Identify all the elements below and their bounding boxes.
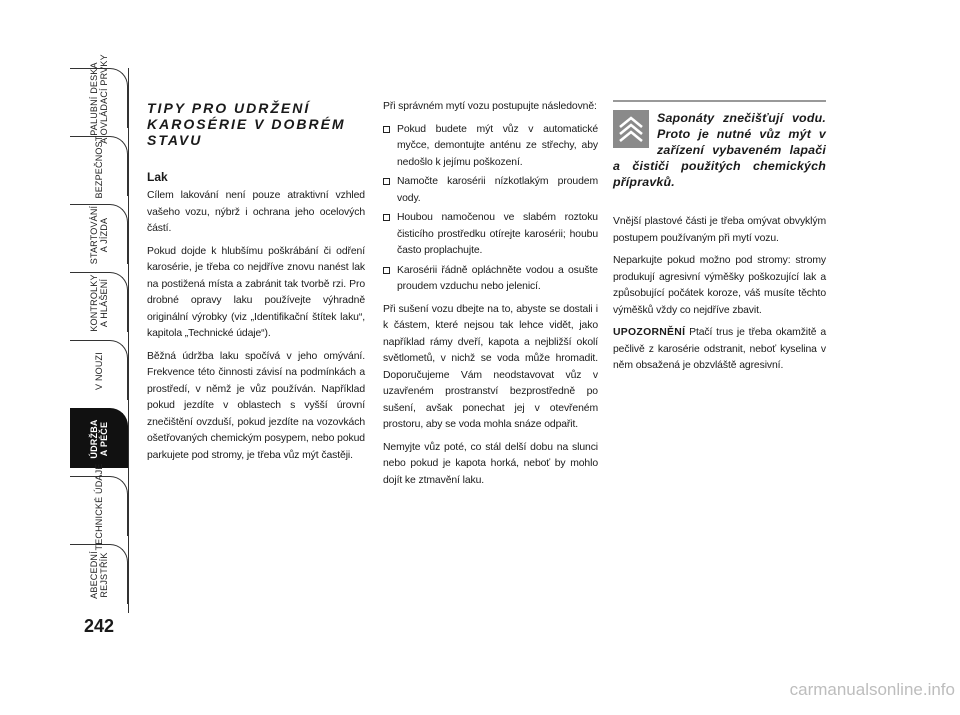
- note-text: Ptačí trus je třeba okamžitě a pečlivě z karosérie odstranit, neboť kyselina v něm obsažená je obzvláště agresivní.: [613, 327, 827, 371]
- tab-dashboard-controls[interactable]: [70, 54, 128, 144]
- list-item-text: Karosérii řádně opláchněte vodou a osušte proudem vzduchu nebo jelenicí.: [397, 264, 598, 292]
- checkbox-bullet-icon: [383, 178, 390, 185]
- tab-starting-driving[interactable]: [70, 204, 128, 264]
- environment-chevron-icon: [613, 110, 649, 148]
- tab-label: BEZPEČNOST: [94, 135, 104, 199]
- warning-text: Saponáty znečišťují vodu. Proto je nutné vůz mýt v zařízení vybaveném lapači a čističi použitých chemických přípravků.: [613, 111, 826, 189]
- paragraph-intro: Při správném mytí vozu postupujte následovně:: [383, 101, 597, 112]
- list-item-text: Houbou namočenou ve slabém roztoku čisticího prostředku otírejte karosérii; houbu často proplachujte.: [397, 212, 598, 256]
- chapter-tab-strip: [70, 54, 130, 613]
- section-title: TIPY PRO UDRŽENÍ KAROSÉRIE V DOBRÉM STAVU: [147, 100, 346, 148]
- tab-index[interactable]: [70, 544, 128, 604]
- tab-emergency[interactable]: [70, 340, 128, 400]
- note-label: UPOZORNĚNÍ: [613, 327, 686, 338]
- list-item: [383, 174, 598, 207]
- list-item: [383, 263, 598, 296]
- paragraph: Běžná údržba laku spočívá v jeho omývání. Frekvence této činnosti závisí na podmínkách a prostředí, v němž je vůz používán. Například pokud jezdíte v oblastech s vyšší úrovní znečištění ovzduší, pokud jezdíte na vozovkách ošetřovaných chemickým posypem, nebo pokud parkujete pod stromy, je třeba vůz mýt častěji.: [147, 350, 365, 461]
- paragraph: Při sušení vozu dbejte na to, abyste se dostali i k částem, které nejsou tak lehce vidět, jako například rámy dveří, kapota a nejbližší okolí světlometů, v nichž se voda může hromadit. Doporučujeme Vám neodstavovat vůz v uzavřeném prostranství bezprostředně po sušení, avšak ponechat jej v otevřeném prostoru, aby se voda mohla snáze odpařit.: [383, 303, 598, 430]
- paragraph-note: [613, 325, 826, 375]
- paragraph: Pokud dojde k hlubšímu poškrábání či odření karosérie, je třeba co nejdříve znovu nanést lak na postižená místa a zabránit tak tvorbě rzi. Pro drobné opravy laku používejte výhradně originální výrobky (viz „Identifikační štítek laku“, kapitola „Technické údaje“).: [147, 245, 365, 339]
- tab-label: TECHNICKÉ ÚDAJE: [94, 463, 104, 551]
- list-item-text: Pokud budete mýt vůz v automatické myčce, demontujte anténu ze střechy, aby nedošlo k jejímu poškození.: [397, 123, 598, 168]
- checkbox-bullet-icon: [383, 214, 390, 221]
- list-item-text: Namočte karosérii nízkotlakým proudem vody.: [397, 176, 598, 204]
- checkbox-bullet-icon: [383, 267, 390, 274]
- washing-steps-list: [383, 122, 598, 296]
- tab-technical-data[interactable]: [70, 463, 128, 551]
- watermark: carmanualsonline.info: [789, 680, 955, 699]
- page-number: 242: [83, 616, 115, 636]
- list-item: [383, 210, 598, 260]
- paragraph: Nemyjte vůz poté, co stál delší dobu na slunci nebo pokud je kapota horká, neboť by mohlo dojít ke ztmavění laku.: [383, 441, 598, 486]
- environment-warning-box: [613, 100, 826, 190]
- column-right: [613, 100, 826, 381]
- tab-strip-divider: [128, 68, 129, 613]
- tab-label: STARTOVÁNÍ A JÍZDA: [89, 205, 109, 265]
- tab-safety[interactable]: [70, 135, 128, 199]
- paragraph: Cílem lakování není pouze atraktivní vzhled vašeho vozu, nýbrž i ochrana jeho ocelových částí.: [147, 190, 365, 234]
- paragraph: Neparkujte pokud možno pod stromy: stromy produkují agresivní výměšky poškozující lak a způsobující počátek koroze, váš musíte těchto výměšků vždy co nejdříve zbavit.: [613, 255, 826, 316]
- tab-label: ABECEDNÍ REJSTŘÍK: [89, 551, 109, 599]
- tab-maintenance-care[interactable]: [70, 408, 128, 468]
- column-left: [147, 100, 365, 470]
- tab-label: ÚDRŽBA A PÉČE: [89, 419, 109, 459]
- checkbox-bullet-icon: [383, 126, 390, 133]
- column-middle: [383, 99, 598, 495]
- tab-label: KONTROLKY A HLÁŠENÍ: [89, 274, 109, 332]
- tab-label: PALUBNÍ DESKA A OVLÁDACÍ PRVKY: [89, 54, 109, 144]
- paragraph: Vnější plastové části je třeba omývat obvyklým postupem používaným při mytí vozu.: [613, 216, 826, 244]
- warning-divider: [613, 100, 826, 102]
- tab-warning-lights[interactable]: [70, 272, 128, 332]
- tab-label: V NOUZI: [94, 352, 104, 390]
- list-item: [383, 122, 598, 172]
- subheading-paint: Lak: [147, 170, 168, 184]
